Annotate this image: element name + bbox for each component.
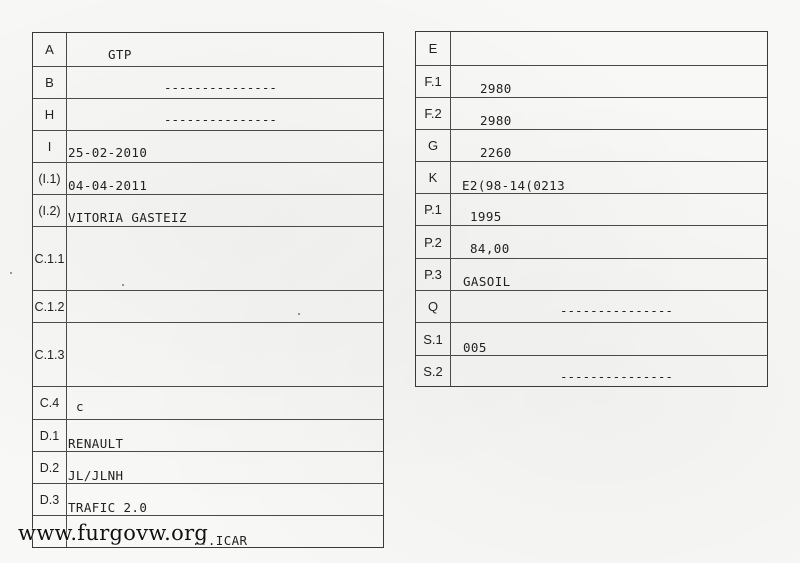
field-code-p2: P.2: [416, 226, 451, 258]
field-value-f1: 2980: [480, 81, 512, 96]
field-code-d3: D.3: [33, 484, 67, 515]
watermark-url: www.furgovw.org: [18, 521, 209, 545]
field-value-p3: GASOIL: [463, 274, 511, 289]
field-value-partial: ...ICAR: [192, 533, 248, 548]
field-code-c13: C.1.3: [33, 323, 67, 386]
left-registration-card: [32, 32, 384, 548]
field-value-h: ---------------: [164, 112, 277, 127]
field-row-f2: [416, 97, 767, 129]
field-code-d2: D.2: [33, 452, 67, 483]
scan-speck: [10, 272, 12, 274]
field-row-f1: [416, 65, 767, 97]
scan-speck: [122, 284, 124, 286]
field-code-c12: C.1.2: [33, 291, 67, 322]
field-value-p2: 84,00: [470, 241, 510, 256]
field-value-d2: JL/JLNH: [68, 468, 124, 483]
field-value-d1: RENAULT: [68, 436, 124, 451]
field-row-e: [416, 32, 767, 65]
field-code-i1: (I.1): [33, 163, 67, 194]
field-row-c4: [33, 386, 383, 419]
field-row-i2: [33, 194, 383, 226]
field-code-c11: C.1.1: [33, 227, 67, 290]
field-row-d2: [33, 451, 383, 483]
scan-speck: [298, 313, 300, 315]
field-value-s1: 005: [463, 340, 487, 355]
field-row-p2: [416, 225, 767, 258]
field-row-c11: [33, 226, 383, 290]
field-value-b: ---------------: [164, 80, 277, 95]
field-code-c4: C.4: [33, 387, 67, 419]
field-row-c13: [33, 322, 383, 386]
field-value-a: GTP: [108, 47, 132, 62]
field-code-i2: (I.2): [33, 195, 67, 226]
field-code-s1: S.1: [416, 323, 451, 355]
field-code-e: E: [416, 32, 451, 65]
field-code-d1: D.1: [33, 420, 67, 451]
field-value-g: 2260: [480, 145, 512, 160]
field-code-f2: F.2: [416, 98, 451, 129]
field-code-b: B: [33, 67, 67, 98]
field-code-f1: F.1: [416, 66, 451, 97]
field-row-b: [33, 66, 383, 98]
field-row-i: [33, 130, 383, 162]
field-value-f2: 2980: [480, 113, 512, 128]
field-row-k: [416, 161, 767, 193]
field-code-p1: P.1: [416, 194, 451, 225]
field-value-i: 25-02-2010: [68, 145, 148, 160]
field-row-s2: [416, 355, 767, 386]
field-row-p3: [416, 258, 767, 290]
field-value-d3: TRAFIC 2.0: [68, 500, 148, 515]
field-code-a: A: [33, 33, 67, 66]
field-value-c4: c: [76, 399, 84, 414]
field-row-g: [416, 129, 767, 161]
field-code-s2: S.2: [416, 356, 451, 386]
field-value-s2: ---------------: [560, 369, 673, 384]
field-value-k: E2(98-14(0213: [462, 178, 566, 193]
field-row-s1: [416, 322, 767, 355]
field-row-p1: [416, 193, 767, 225]
field-value-p1: 1995: [470, 209, 502, 224]
field-value-i2: VITORIA GASTEIZ: [68, 210, 187, 225]
field-row-q: [416, 290, 767, 322]
field-code-g: G: [416, 130, 451, 161]
field-value-i1: 04-04-2011: [68, 178, 148, 193]
field-row-d1: [33, 419, 383, 451]
field-row-d3: [33, 483, 383, 515]
field-code-k: K: [416, 162, 451, 193]
field-value-q: ---------------: [560, 303, 673, 318]
field-row-i1: [33, 162, 383, 194]
field-row-h: [33, 98, 383, 130]
field-row-c12: [33, 290, 383, 322]
field-row-a: [33, 33, 383, 66]
field-code-i: I: [33, 131, 67, 162]
field-code-h: H: [33, 99, 67, 130]
right-registration-card: [415, 31, 768, 387]
field-code-p3: P.3: [416, 259, 451, 290]
field-code-q: Q: [416, 291, 451, 322]
